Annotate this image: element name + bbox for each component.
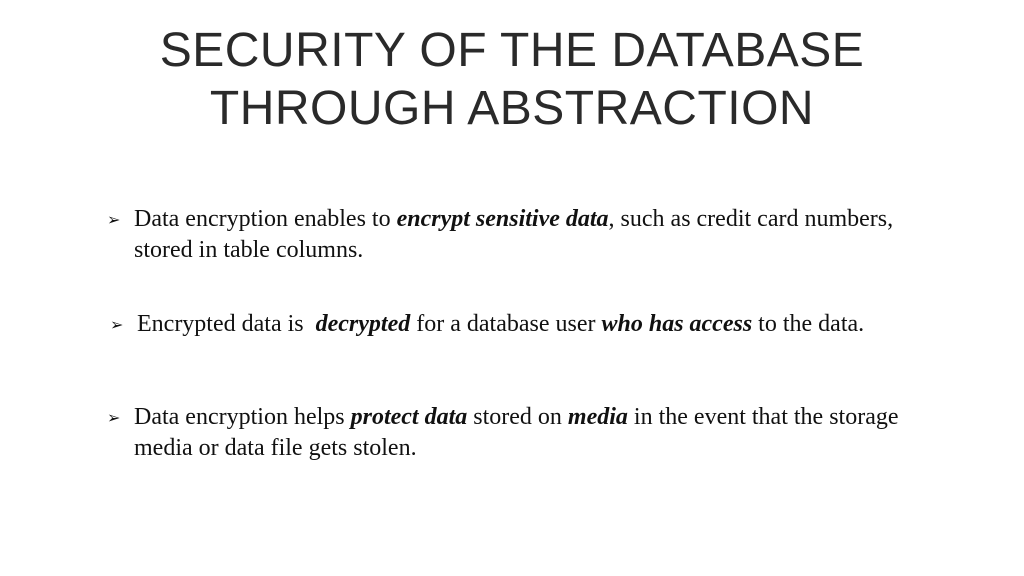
- bullet-item: [107, 204, 927, 266]
- bullet-item: [110, 309, 970, 340]
- bullet-emphasis: who has access: [601, 311, 753, 337]
- bullet-emphasis: protect data: [350, 404, 468, 430]
- arrow-bullet-icon: ➢: [107, 408, 121, 427]
- slide-title: [0, 22, 1024, 138]
- bullet-text-part: in the event that the storage media or data file gets stolen.: [134, 404, 899, 461]
- bullet-text-part: stored on: [467, 404, 568, 430]
- bullet-text: [134, 204, 927, 266]
- bullet-emphasis: decrypted: [315, 311, 411, 337]
- arrow-bullet-icon: ➢: [110, 315, 124, 334]
- bullet-text-part: Encrypted data is: [137, 311, 316, 337]
- bullet-emphasis: media: [567, 404, 628, 430]
- bullet-item: [107, 402, 927, 464]
- bullet-text-part: Data encryption enables to: [134, 206, 397, 232]
- bullet-text-part: to the data.: [752, 311, 865, 337]
- bullet-emphasis: encrypt sensitive data: [396, 206, 609, 232]
- arrow-bullet-icon: ➢: [107, 210, 121, 229]
- title-line-1: SECURITY OF THE DATABASE: [159, 24, 865, 77]
- bullet-text-part: Data encryption helps: [134, 404, 351, 430]
- bullet-text-part: for a database user: [410, 311, 602, 337]
- title-line-2: THROUGH ABSTRACTION: [209, 82, 815, 135]
- bullet-text: [137, 309, 970, 340]
- bullet-text: [134, 402, 927, 464]
- bullet-text-part: , such as credit card numbers, stored in table columns.: [134, 206, 894, 263]
